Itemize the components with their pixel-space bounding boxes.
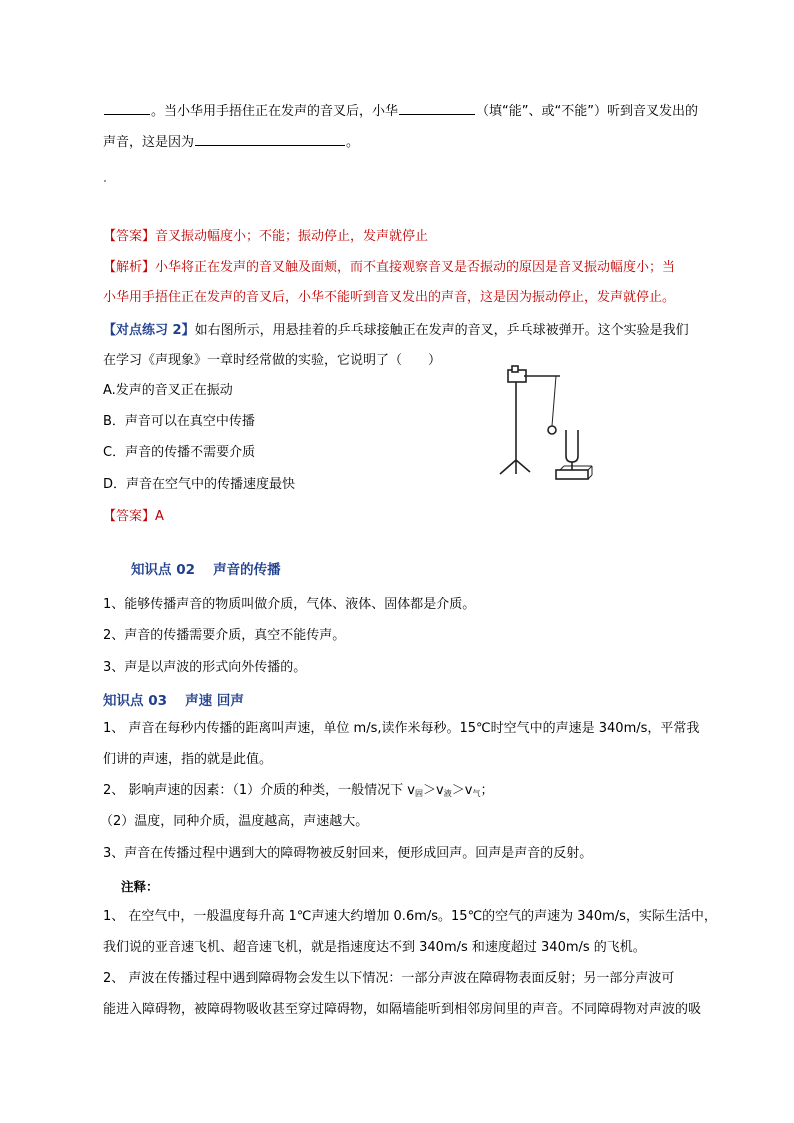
- kp03-p2: 2、 影响声速的因素：（1）介质的种类，一般情况下 $v_固>v_液>v_气$；: [103, 783, 494, 798]
- kp02-item-2: 2、声音的传播需要介质，真空不能传声。: [103, 628, 346, 643]
- option-b: B．声音可以在真空中传播: [103, 414, 255, 429]
- tuning-fork-figure: [494, 360, 596, 484]
- speck: [104, 180, 106, 182]
- kp03-p3: （2）温度，同种介质，温度越高，声速越大。: [100, 814, 369, 829]
- kp03-p1-line-2: 们讲的声速，指的就是此值。: [103, 752, 273, 767]
- answer-blank: [195, 133, 345, 146]
- note-1-line-1: 1、 在空气中，一般温度每升高 1℃声速大约增加 0.6m/s。15℃的空气的声速为 340m/s，实际生活中，: [103, 909, 717, 924]
- kp02-title: 知识点 02 声音的传播: [131, 562, 281, 578]
- option-c: C．声音的传播不需要介质: [103, 445, 256, 460]
- kp02-item-3: 3、声是以声波的形式向外传播的。: [103, 660, 307, 675]
- note-2-line-1: 2、 声波在传播过程中遇到障碍物会发生以下情况：一部分声波在障碍物表面反射；另一部分声波可: [103, 971, 675, 986]
- analysis-line-2: 小华用手捂住正在发声的音叉后，小华不能听到音叉发出的声音，这是因为振动停止，发声就停止。: [103, 290, 676, 305]
- note-1-line-2: 我们说的亚音速飞机、超音速飞机，就是指速度达不到 340m/s 和速度超过 340m/s 的飞机。: [103, 940, 646, 955]
- kp03-p4: 3、声音在传播过程中遇到大的障碍物被反射回来，便形成回声。回声是声音的反射。: [103, 846, 593, 861]
- answer-blank: [104, 102, 150, 115]
- analysis-line-1: 【解析】小华将正在发声的音叉触及面颊，而不直接观察音叉是否振动的原因是音叉振动幅度小；当: [103, 260, 676, 275]
- question-line-2: 声音，这是因为 。: [103, 135, 360, 150]
- option-a: A.发声的音叉正在振动: [103, 383, 233, 398]
- practice-2-line-2: 在学习《声现象》一章时经常做的实验，它说明了（ ）: [103, 353, 442, 368]
- stand-base: [500, 460, 530, 474]
- fork-tines: [566, 430, 578, 462]
- kp02-item-1: 1、能够传播声音的物质叫做介质，气体、液体、固体都是介质。: [103, 597, 476, 612]
- answer-blank: [399, 102, 475, 115]
- kp03-title: 知识点 03 声速 回声: [103, 693, 244, 709]
- kp03-p1-line-1: 1、 声音在每秒内传播的距离叫声速，单位 m/s,读作米每秒。15℃时空气中的声速是 340m/s，平常我: [103, 721, 700, 736]
- question-line-1: 。当小华用手捂住正在发声的音叉后，小华 （填“能”、或“不能”）听到音叉发出的: [103, 102, 698, 121]
- answer-1: 【答案】音叉振动幅度小；不能；振动停止，发声就停止: [103, 229, 429, 244]
- greater-than-symbol: ＞: [423, 783, 437, 798]
- practice-2-line-1: 【对点练习 2】如右图所示，用悬挂着的乒乓球接触正在发声的音叉，乒乓球被弹开。这个实验是我们: [103, 323, 689, 338]
- clamp-screw: [512, 366, 518, 372]
- notes-title: 注释：: [121, 879, 159, 894]
- pendulum-string: [552, 376, 556, 426]
- greater-than-symbol: ＞: [451, 783, 465, 798]
- answer-2: 【答案】A: [103, 509, 164, 524]
- resonance-box: [556, 470, 588, 479]
- note-2-line-2: 能进入障碍物，被障碍物吸收甚至穿过障碍物，如隔墙能听到相邻房间里的声音。不同障碍物对声波的吸: [103, 1002, 702, 1017]
- ping-pong-ball: [548, 426, 556, 434]
- option-d: D．声音在空气中的传播速度最快: [103, 477, 296, 492]
